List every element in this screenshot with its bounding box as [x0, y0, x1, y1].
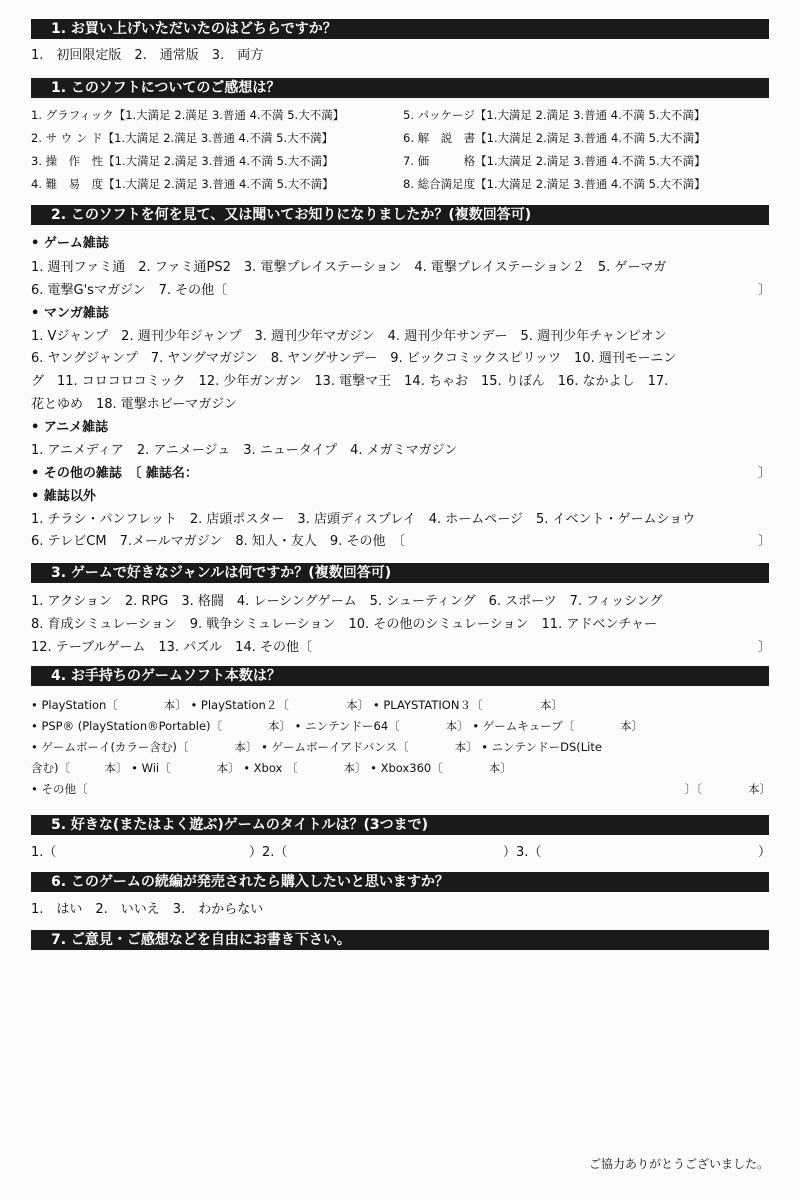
impression-item: 7. 価 格【1.大満足 2.満足 3.普通 4.不満 5.大不満】	[403, 154, 706, 168]
genre-other-row	[31, 639, 771, 657]
closing-paren: ）	[757, 845, 771, 860]
genre-list: 8. 育成シミュレーション 9. 戦争シミュレーション 10. その他のシミュレーション 11. アドベンチャー	[31, 617, 657, 632]
favorite-title-1-label: 1.（	[31, 845, 57, 860]
section-header-favorite-genre: 3. ゲームで好きなジャンルは何ですか？(複数回答可)	[31, 563, 769, 583]
impression-row	[31, 175, 771, 193]
game-magazine-other-row	[31, 282, 771, 300]
genre-list: 12. テーブルゲーム 13. パズル 14. その他〔	[31, 640, 312, 655]
game-magazine-list: 6. 電撃G'sマガジン 7. その他〔	[31, 283, 228, 298]
section-header-comments: 7. ご意見・ご感想などを自由にお書き下さい。	[31, 930, 769, 950]
genre-list: 1. アクション 2. RPG 3. 格闘 4. レーシングゲーム 5. シューティング 6. スポーツ 7. フィッシング	[31, 594, 663, 609]
section-header-how-heard: 2. このソフトを何を見て、又は聞いてお知りになりましたか？(複数回答可)	[31, 205, 769, 225]
non-magazine-list: 1. チラシ・パンフレット 2. 店頭ポスター 3. 店頭ディスプレイ 4. ホームページ 5. イベント・ゲームショウ	[31, 512, 696, 527]
impression-item: 5. パッケージ【1.大満足 2.満足 3.普通 4.不満 5.大不満】	[403, 108, 706, 122]
section-header-owned-software: 4. お手持ちのゲームソフト本数は？	[31, 666, 769, 686]
subheading-other-magazines: • その他の雑誌 〔 雑誌名：	[31, 466, 198, 481]
sequel-purchase-options: 1. はい 2. いいえ 3. わからない	[31, 902, 264, 917]
purchase-edition-options: 1. 初回限定版 2. 通常版 3. 両方	[31, 48, 264, 63]
impression-item: 8. 総合満足度【1.大満足 2.満足 3.普通 4.不満 5.大不満】	[403, 177, 706, 191]
subheading-manga-magazines: • マンガ雑誌	[31, 306, 109, 321]
impression-item: 1. グラフィック【1.大満足 2.満足 3.普通 4.不満 5.大不満】	[31, 108, 345, 122]
other-magazine-row	[31, 465, 771, 483]
thank-you-note: ご協力ありがとうございました。	[588, 1157, 769, 1171]
non-magazine-list: 6. テレビCM 7.メールマガジン 8. 知人・友人 9. その他 〔	[31, 534, 405, 549]
closing-bracket: 〕	[757, 466, 771, 481]
owned-software-list: • ゲームボーイ(カラー含む)〔 本〕 • ゲームボーイアドバンス〔 本〕 • ニンテンドーDS(Lite	[31, 740, 602, 754]
subheading-non-magazine: • 雑誌以外	[31, 489, 96, 504]
impression-row	[31, 129, 771, 147]
owned-software-list: • その他〔	[31, 782, 88, 796]
owned-software-list: • PSP® (PlayStation®Portable)〔 本〕 • ニンテンドー64〔 本〕 • ゲームキューブ〔 本〕	[31, 719, 644, 733]
closing-bracket: 〕	[757, 534, 771, 549]
owned-software-list: • PlayStation〔 本〕 • PlayStation２〔 本〕 • PLAYSTATION３〔 本〕	[31, 698, 563, 712]
owned-software-list: 含む)〔 本〕 • Wii〔 本〕 • Xbox 〔 本〕 • Xbox360〔 本〕	[31, 761, 512, 775]
impression-item: 2. サ ウ ン ド【1.大満足 2.満足 3.普通 4.不満 5.大不満】	[31, 131, 334, 145]
manga-magazine-list: グ 11. コロコロコミック 12. 少年ガンガン 13. 電撃マ王 14. ちゃお 15. りぼん 16. なかよし 17.	[31, 374, 669, 389]
impression-row	[31, 152, 771, 170]
subheading-game-magazines: • ゲーム雑誌	[31, 236, 109, 251]
anime-magazine-list: 1. アニメディア 2. アニメージュ 3. ニュータイプ 4. メガミマガジン	[31, 443, 458, 458]
owned-software-other-count: 〕〔 本〕	[684, 782, 771, 796]
favorite-title-2-label: ）2.（	[249, 845, 288, 860]
impression-item: 3. 操 作 性【1.大満足 2.満足 3.普通 4.不満 5.大不満】	[31, 154, 334, 168]
impression-item: 6. 解 説 書【1.大満足 2.満足 3.普通 4.不満 5.大不満】	[403, 131, 706, 145]
manga-magazine-list: 6. ヤングジャンプ 7. ヤングマガジン 8. ヤングサンデー 9. ビックコミックスピリッツ 10. 週刊モーニン	[31, 351, 677, 366]
manga-magazine-list: 花とゆめ 18. 電撃ホビーマガジン	[31, 397, 237, 412]
favorite-title-3-label: ）3.（	[503, 845, 542, 860]
section-header-impressions: 1. このソフトについてのご感想は？	[31, 78, 769, 98]
non-magazine-other-row	[31, 533, 771, 551]
section-header-favorite-titles: 5. 好きな(またはよく遊ぶ)ゲームのタイトルは？(3つまで)	[31, 815, 769, 835]
owned-software-other-row	[31, 780, 771, 798]
impression-item: 4. 難 易 度【1.大満足 2.満足 3.普通 4.不満 5.大不満】	[31, 177, 334, 191]
closing-bracket: 〕	[757, 640, 771, 655]
closing-bracket: 〕	[757, 283, 771, 298]
manga-magazine-list: 1. Vジャンプ 2. 週刊少年ジャンプ 3. 週刊少年マガジン 4. 週刊少年サンデー 5. 週刊少年チャンピオン	[31, 329, 667, 344]
impression-row	[31, 106, 771, 124]
subheading-anime-magazines: • アニメ雑誌	[31, 420, 109, 435]
section-header-sequel-purchase: 6. このゲームの続編が発売されたら購入したいと思いますか？	[31, 872, 769, 892]
section-header-purchase-edition: 1. お買い上げいただいたのはどちらですか？	[31, 19, 769, 39]
game-magazine-list: 1. 週刊ファミ通 2. ファミ通PS2 3. 電撃プレイステーション 4. 電撃プレイステーション２ 5. ゲーマガ	[31, 260, 667, 275]
